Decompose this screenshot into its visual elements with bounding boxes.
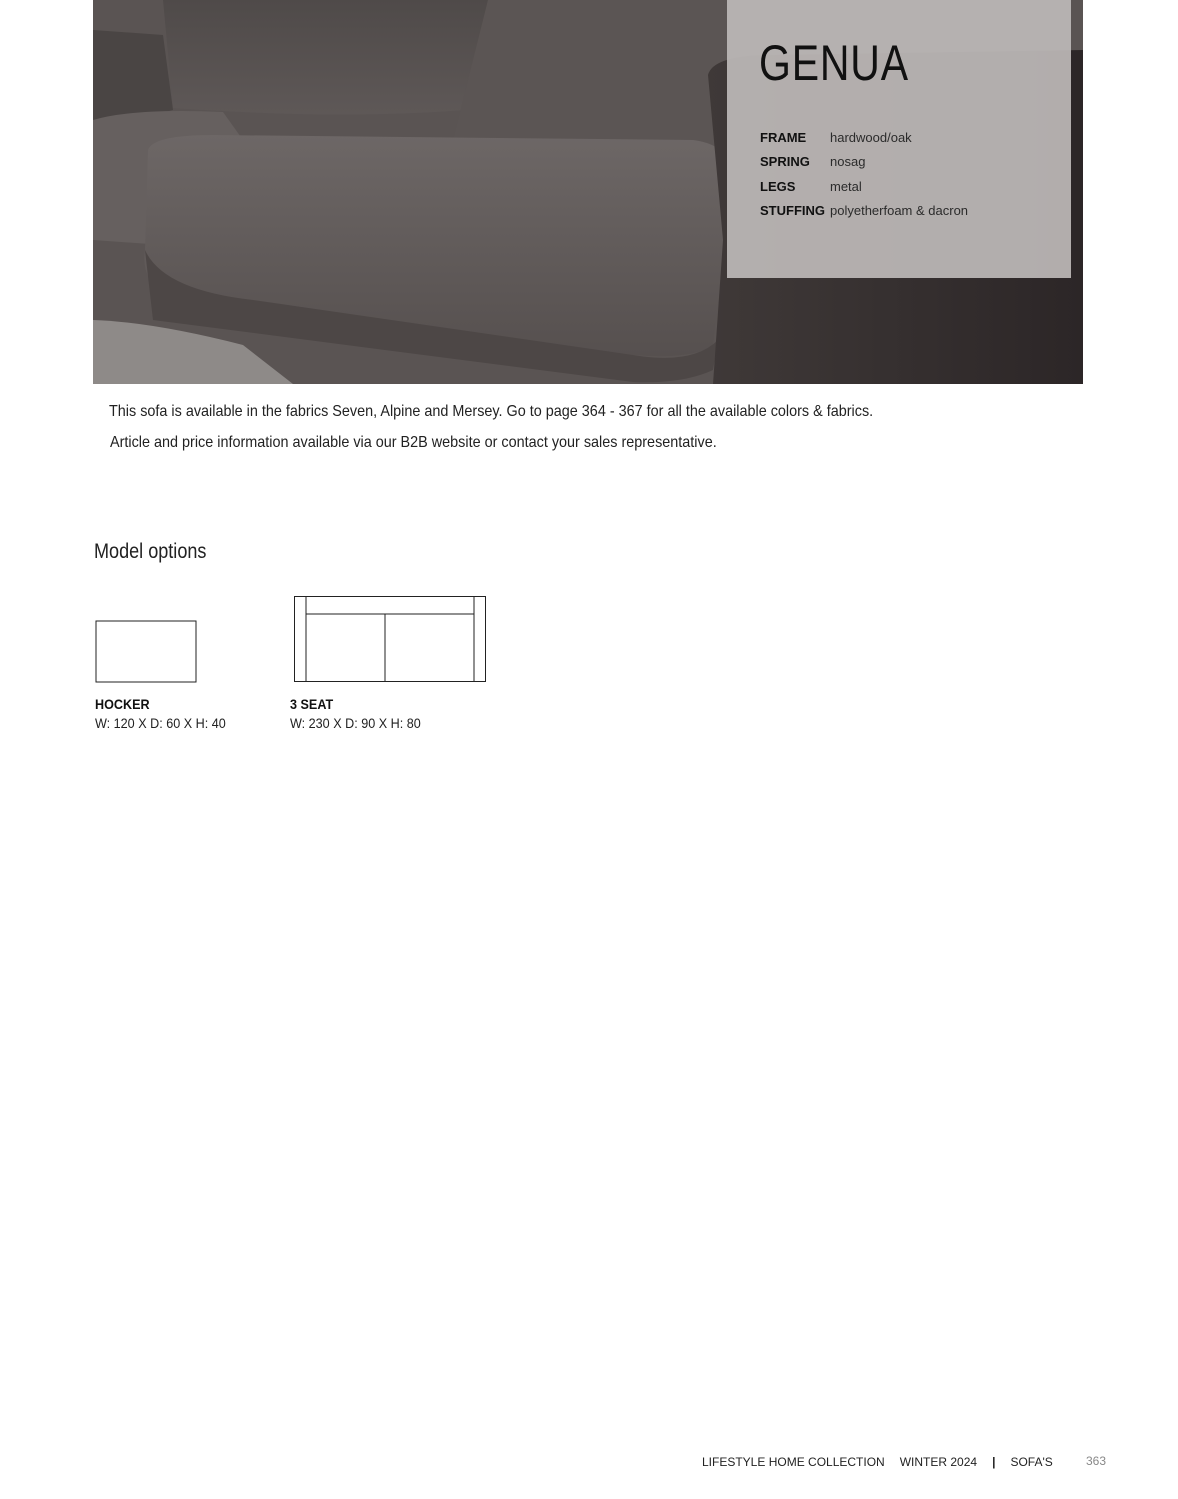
footer-separator: | (992, 1455, 996, 1469)
description-line: Article and price information available via our B2B website or contact your sales representative. (110, 434, 717, 451)
model-option-3-seat (294, 596, 488, 684)
spec-label: SPRING (760, 154, 810, 170)
model-dimensions: W: 120 X D: 60 X H: 40 (95, 715, 226, 731)
page-footer (702, 1455, 1053, 1469)
spec-label: FRAME (760, 129, 807, 145)
description-line: This sofa is available in the fabrics Seven, Alpine and Mersey. Go to page 364 - 367 for all the available colors & fabrics. (109, 403, 874, 420)
spec-label: LEGS (760, 178, 796, 194)
page-number: 363 (1086, 1454, 1107, 1468)
three-seat-sofa-outline-icon (294, 596, 488, 684)
spec-row-legs (760, 174, 968, 199)
product-description (109, 402, 958, 464)
footer-category: SOFA'S (1010, 1455, 1053, 1469)
footer-collection: LIFESTYLE HOME COLLECTION (702, 1455, 885, 1469)
spec-row-stuffing (760, 199, 968, 224)
model-name: HOCKER (95, 696, 150, 712)
hocker-outline-icon (95, 620, 198, 684)
model-options-title: Model options (94, 540, 207, 563)
spec-label: STUFFING (760, 203, 825, 219)
model-option-hocker (95, 620, 198, 684)
spec-row-spring (760, 150, 968, 175)
model-name: 3 SEAT (290, 696, 334, 712)
model-dimensions: W: 230 X D: 90 X H: 80 (290, 715, 421, 731)
footer-season: WINTER 2024 (899, 1455, 978, 1469)
spec-value: metal (830, 178, 862, 194)
spec-row-frame (760, 125, 968, 150)
spec-value: hardwood/oak (830, 129, 912, 145)
product-title: GENUA (759, 35, 909, 91)
product-info-panel (727, 0, 1071, 278)
spec-list (760, 125, 968, 223)
spec-value: nosag (830, 154, 866, 170)
spec-value: polyetherfoam & dacron (830, 203, 969, 219)
